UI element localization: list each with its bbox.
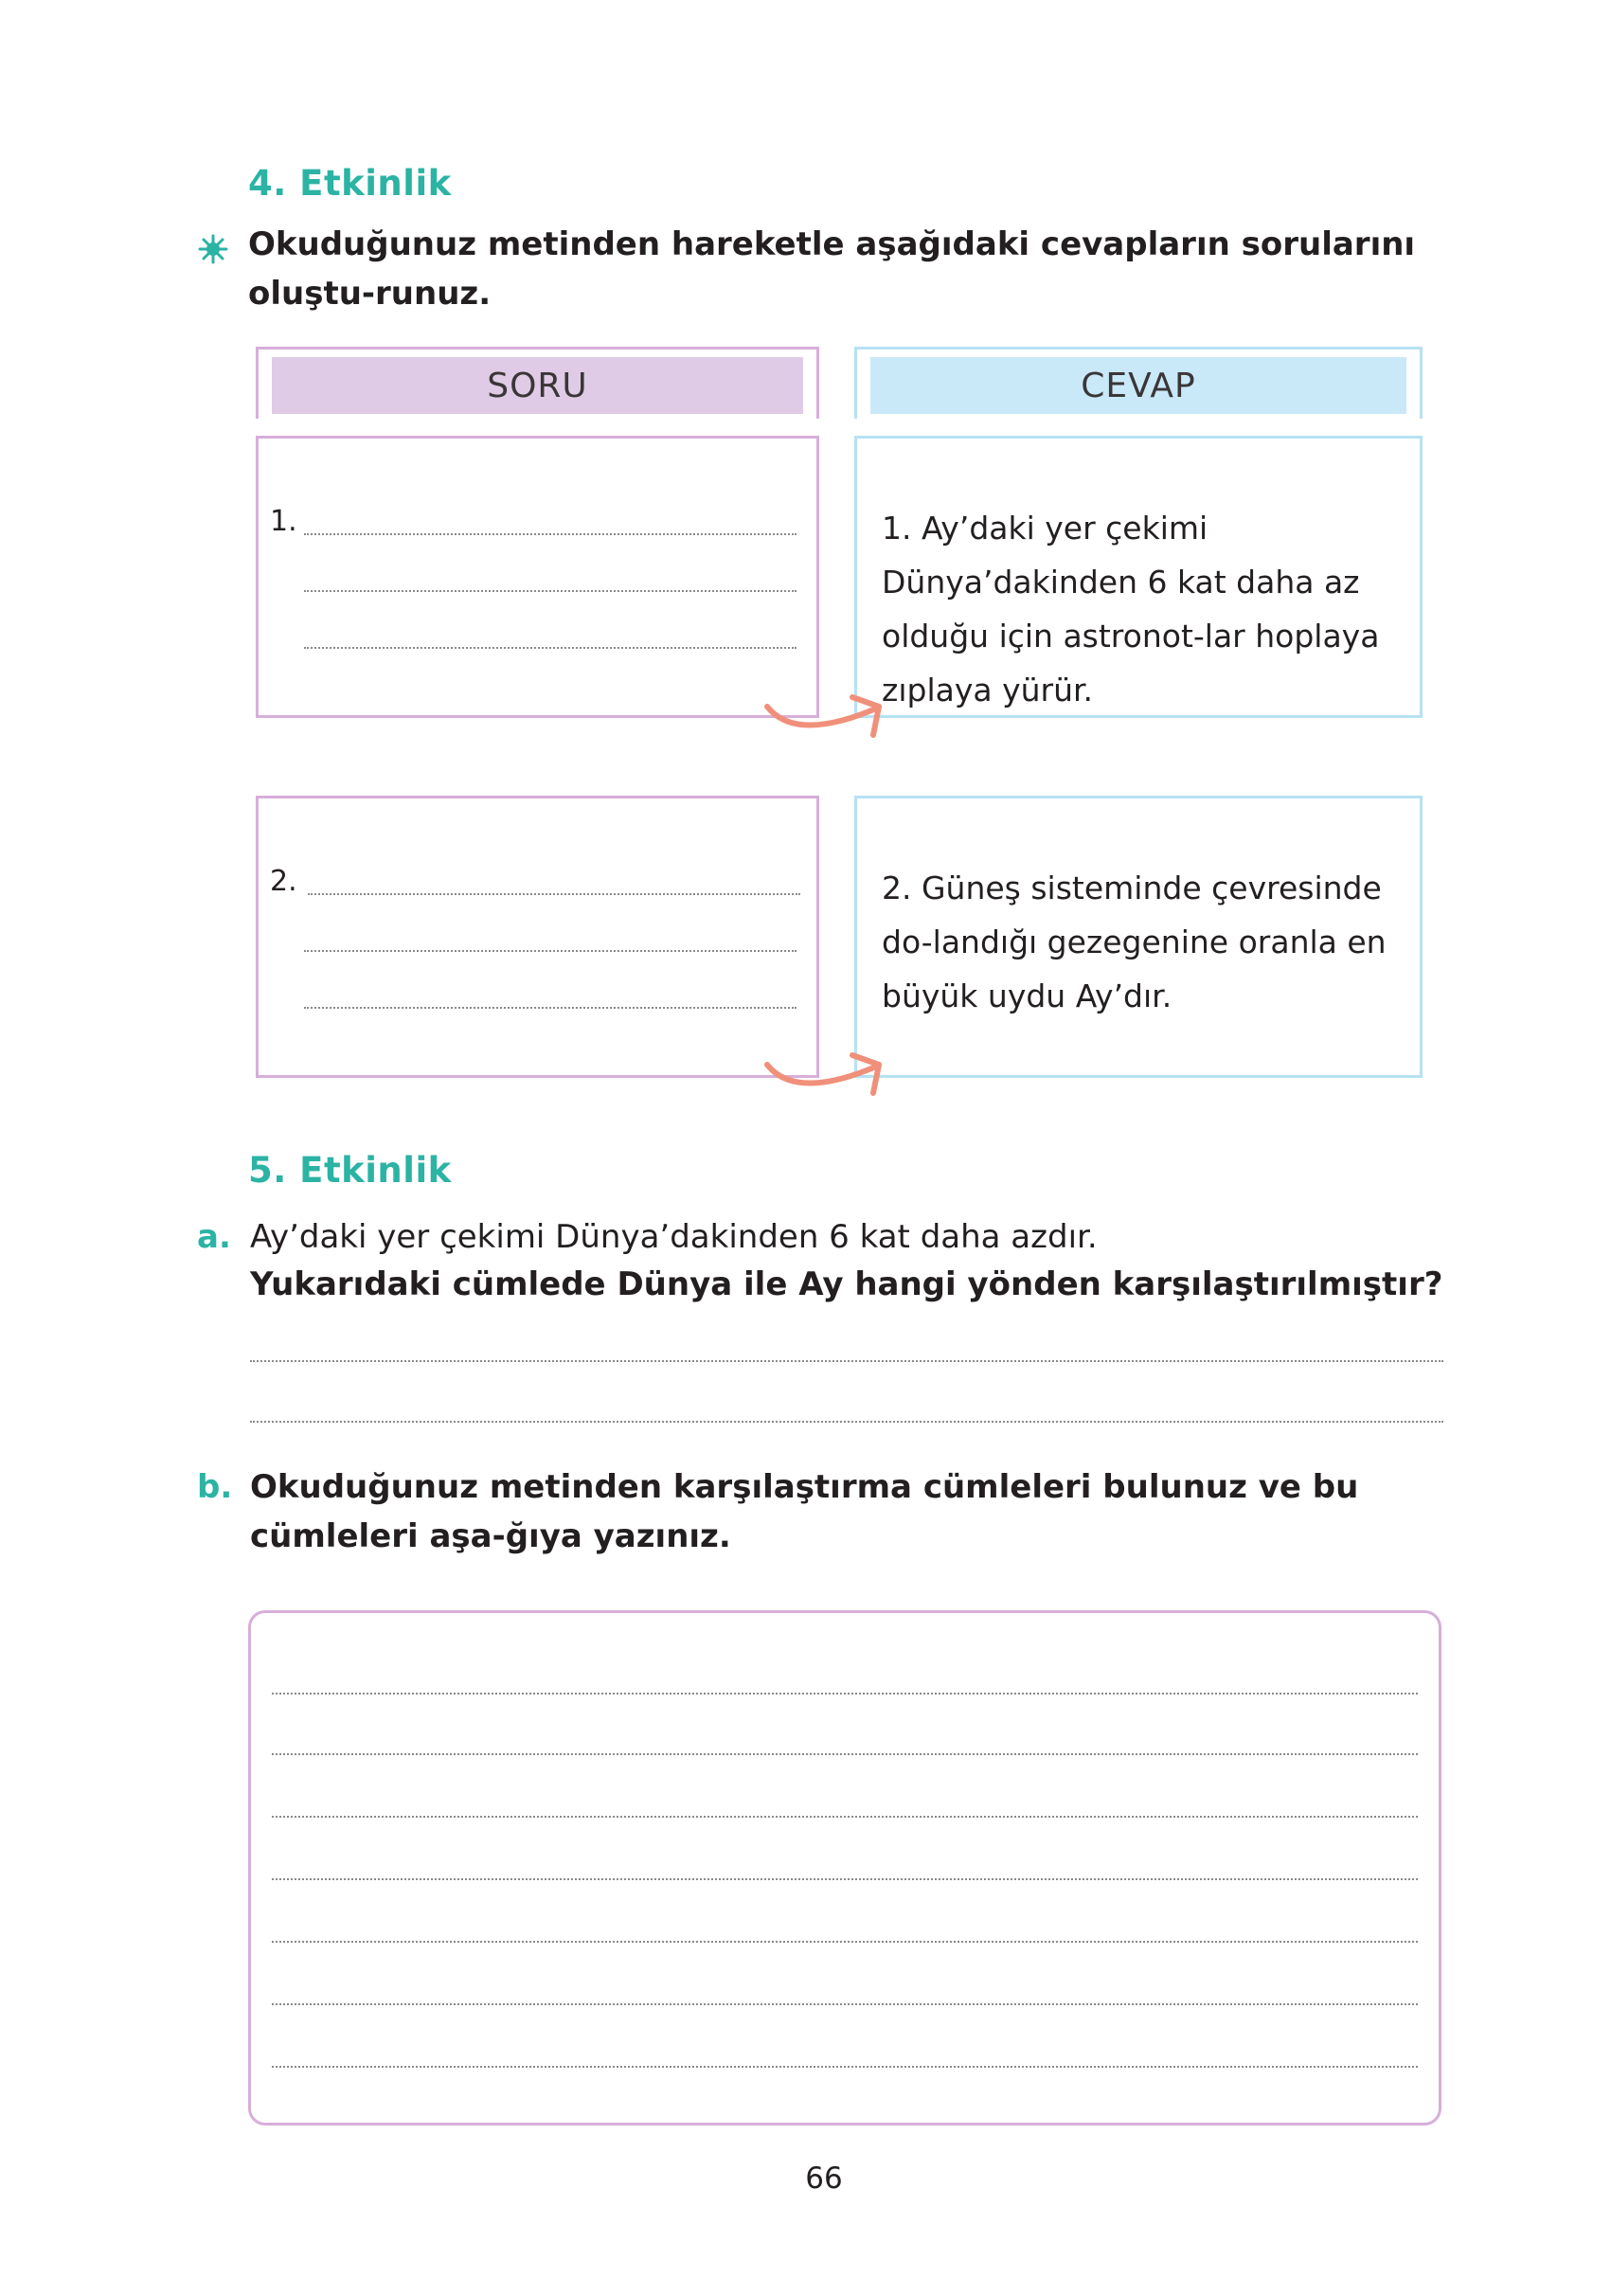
item-a-question: Yukarıdaki cümlede Dünya ile Ay hangi yönden karşılaştırılmıştır? (250, 1265, 1443, 1303)
soru-header-label: SORU (272, 357, 803, 414)
write-line[interactable] (272, 1941, 1418, 1943)
question-number-1: 1. (270, 505, 297, 538)
cevap-header-label: CEVAP (870, 357, 1406, 414)
activity4-title: 4. Etkinlik (248, 163, 452, 204)
item-a-sentence: Ay’daki yer çekimi Dünya’dakinden 6 kat daha azdır. (250, 1218, 1098, 1256)
activity5-title: 5. Etkinlik (248, 1150, 452, 1191)
answer-box-1 (854, 436, 1423, 718)
write-line[interactable] (272, 1693, 1418, 1695)
curved-arrow-icon (758, 680, 900, 750)
answer-text-2: 2. Güneş sisteminde çevresinde do-landığı gezegenine oranla en büyük uydu Ay’dır. (882, 870, 1387, 1014)
item-b-letter: b. (197, 1468, 233, 1506)
page-number: 66 (805, 2161, 843, 2196)
write-line[interactable] (304, 590, 797, 592)
write-line[interactable] (272, 2003, 1418, 2005)
write-line[interactable] (308, 893, 800, 895)
answer-text-1: 1. Ay’daki yer çekimi Dünya’dakinden 6 kat daha az olduğu için astronot-lar hoplaya zıplaya yürür. (882, 510, 1380, 709)
writing-area[interactable] (248, 1610, 1441, 2126)
write-line[interactable] (304, 533, 797, 535)
item-a-letter: a. (197, 1218, 231, 1256)
cevap-header (854, 347, 1423, 419)
write-line[interactable] (272, 2066, 1418, 2068)
write-line[interactable] (304, 1007, 797, 1009)
soru-header (256, 347, 819, 419)
answer-line[interactable] (250, 1360, 1443, 1362)
write-line[interactable] (272, 1878, 1418, 1880)
answer-box-2 (854, 796, 1423, 1078)
write-line[interactable] (272, 1816, 1418, 1818)
write-line[interactable] (304, 647, 797, 649)
star-burst-icon (197, 233, 229, 265)
question-box-1[interactable] (256, 436, 819, 718)
item-b-instruction: Okuduğunuz metinden karşılaştırma cümleleri bulunuz ve bu cümleleri aşa-ğıya yazınız. (250, 1468, 1359, 1555)
question-box-2[interactable] (256, 796, 819, 1078)
question-number-2: 2. (270, 865, 297, 898)
activity4-instruction: Okuduğunuz metinden hareketle aşağıdaki cevapların sorularını oluştu-runuz. (248, 225, 1416, 313)
answer-line[interactable] (250, 1421, 1443, 1423)
curved-arrow-icon (758, 1038, 900, 1108)
write-line[interactable] (272, 1753, 1418, 1755)
write-line[interactable] (304, 950, 797, 952)
